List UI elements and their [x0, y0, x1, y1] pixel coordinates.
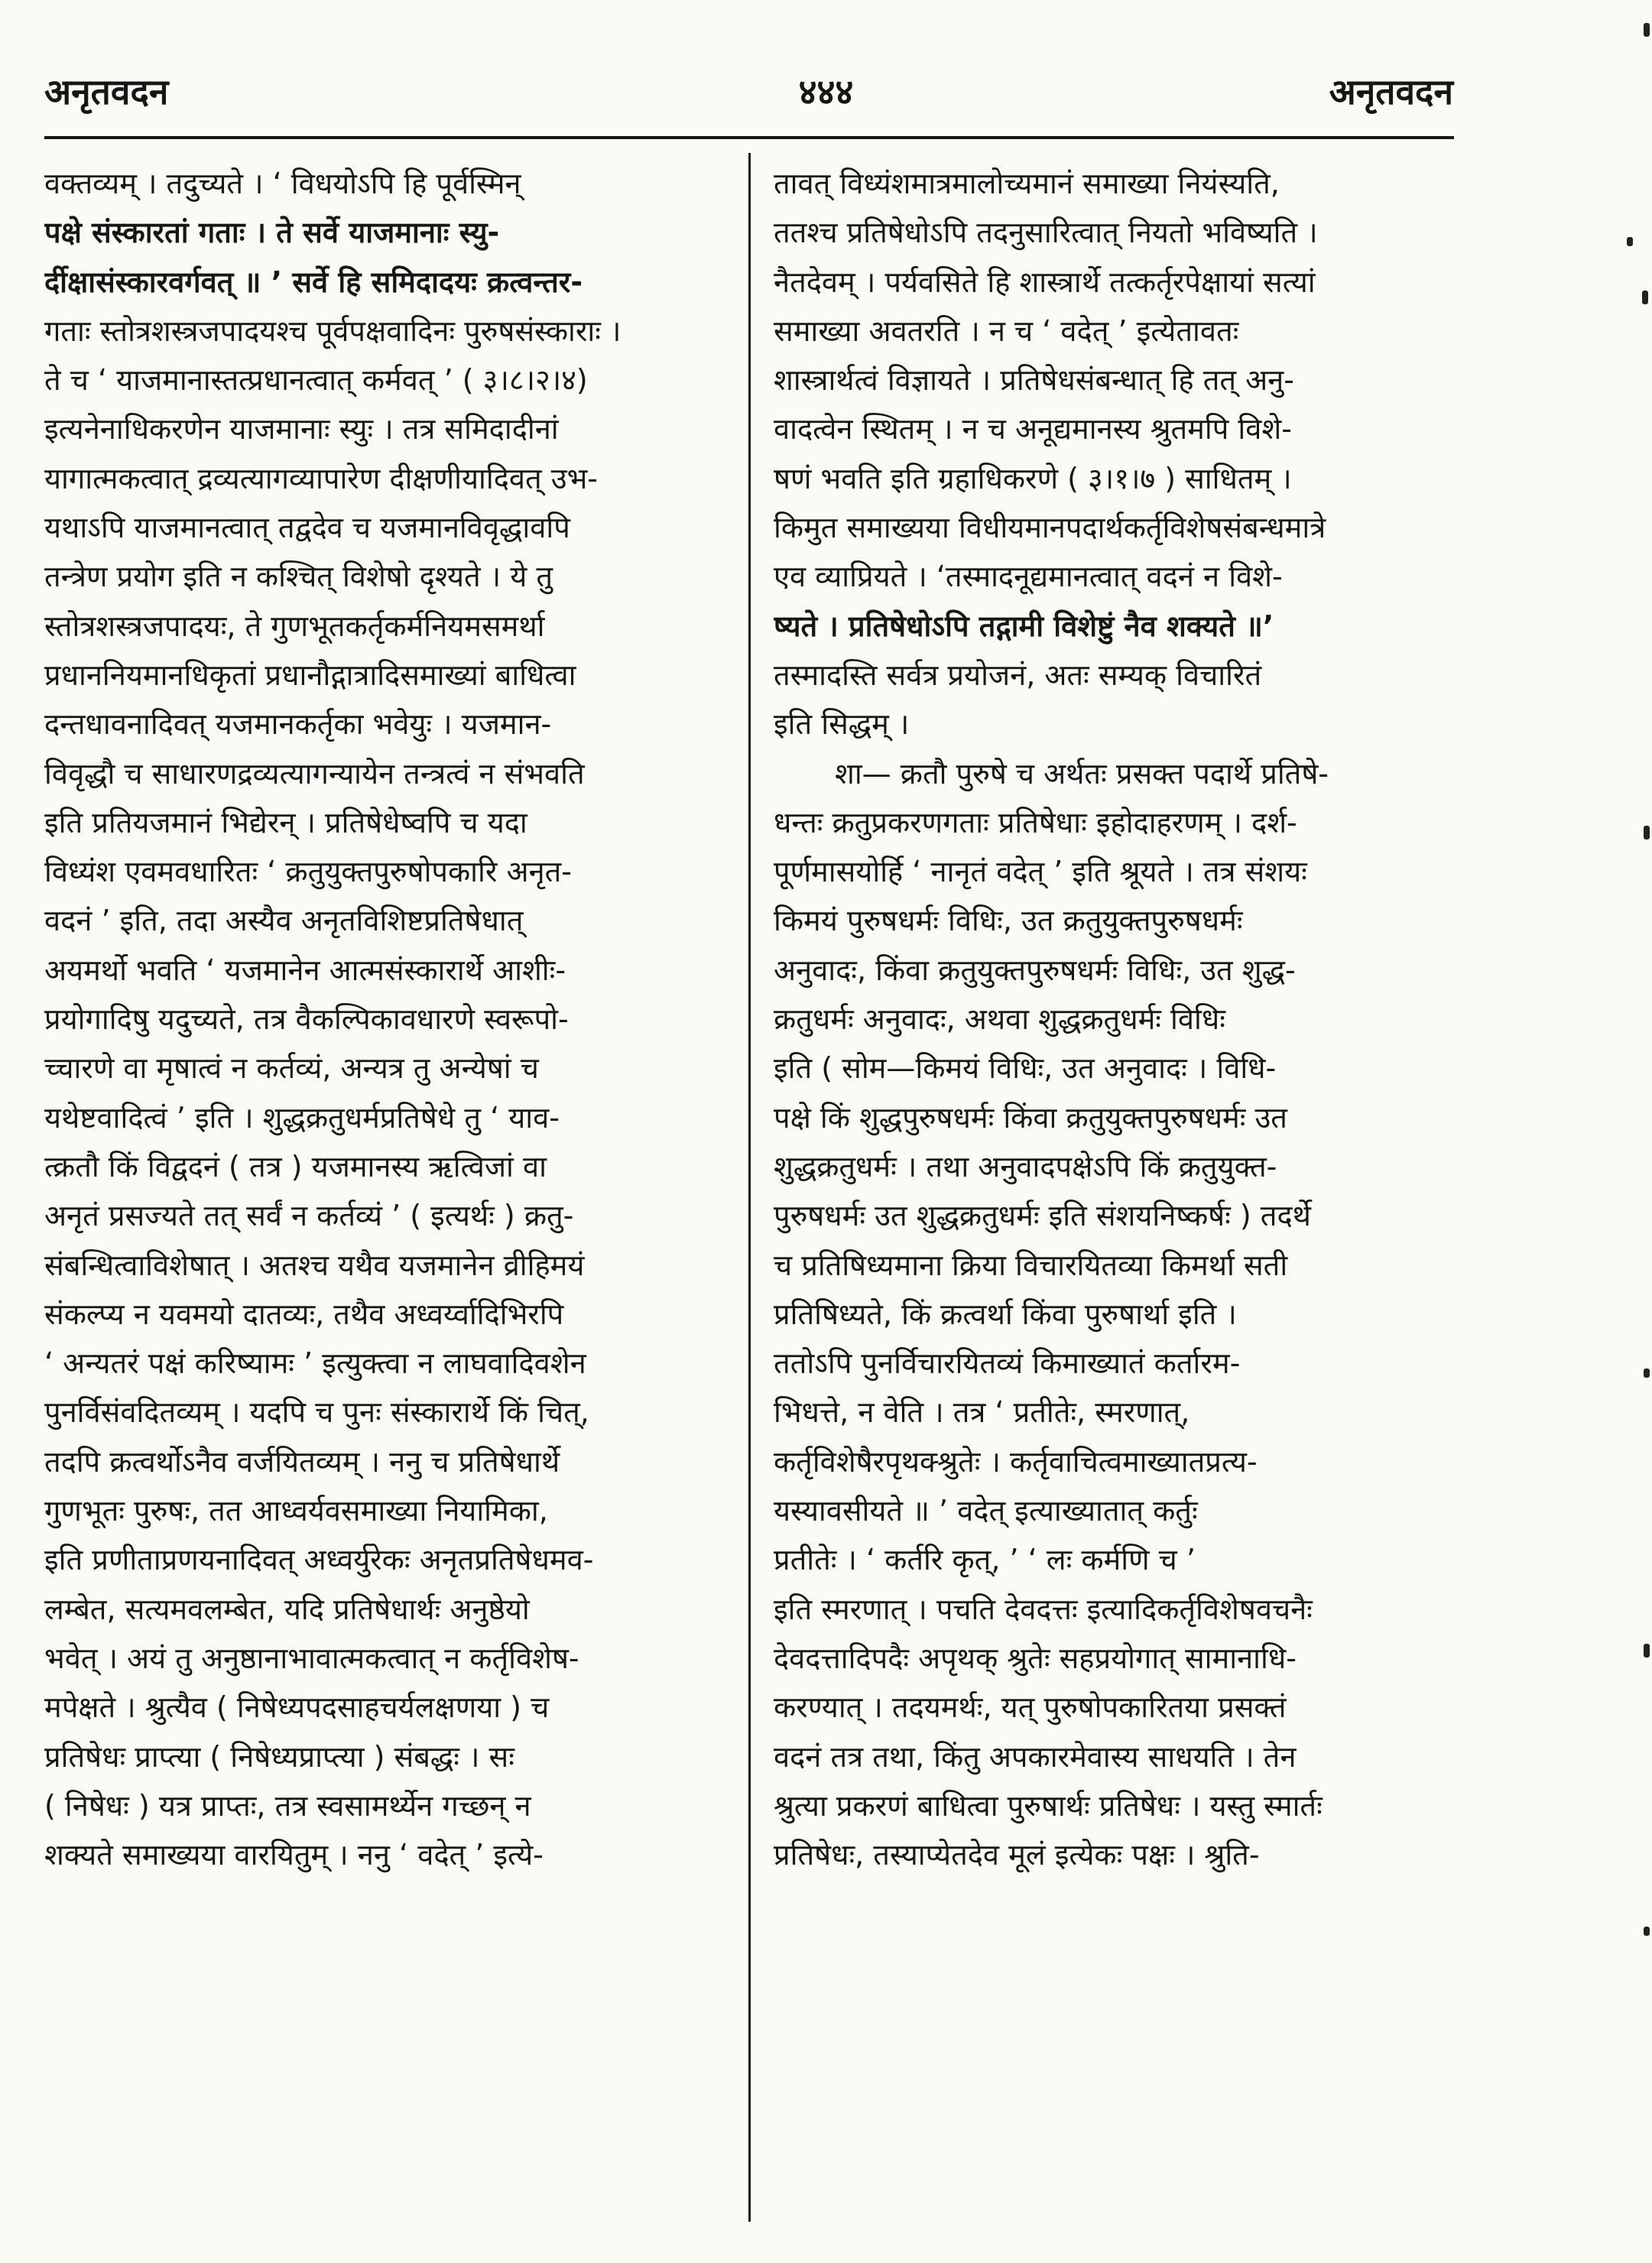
- text-line: पूर्णमासयोर्हि ‘ नानृतं वदेत् ’ इति श्रूयते । तत्र संशयः: [774, 855, 1307, 889]
- text-line: पक्षे संस्कारतां गताः । ते सर्वे याजमानाः स्यु-: [44, 216, 500, 250]
- text-line: गताः स्तोत्रशस्त्रजपादयश्च पूर्वपक्षवादिनः पुरुषसंस्काराः ।: [44, 313, 622, 348]
- scan-mark: [1627, 237, 1633, 246]
- right-column: [774, 159, 1473, 1879]
- text-line: पुरुषधर्मः उत शुद्धक्रतुधर्मः इति संशयनिष्कर्षः ) तदर्थे: [774, 1199, 1311, 1233]
- text-line: त्क्रतौ किं विद्वदनं ( तत्र ) यजमानस्य ऋत्विजां वा: [44, 1149, 547, 1183]
- text-line: वक्तव्यम् । तदुच्यते । ‘ विधयोऽपि हि पूर्वस्मिन्: [44, 167, 521, 200]
- text-line: क्रतुधर्मः अनुवादः, अथवा शुद्धक्रतुधर्मः विधिः: [774, 1002, 1225, 1037]
- text-line: शा— क्रतौ पुरुषे च अर्थतः प्रसक्त पदार्थे प्रतिषे-: [835, 756, 1329, 791]
- text-line: च प्रतिषिध्यमाना क्रिया विचारयितव्या किमर्था सती: [774, 1248, 1288, 1282]
- text-line: तावत् विध्यंशमात्रमालोच्यमानं समाख्या नियंस्यति,: [774, 167, 1280, 200]
- left-column: [44, 159, 744, 1879]
- text-line: प्रतिषिध्यते, किं क्रत्वर्था किंवा पुरुषार्था इति ।: [774, 1297, 1237, 1331]
- text-line: अनुवादः, किंवा क्रतुयुक्तपुरुषधर्मः विधिः, उत शुद्ध-: [774, 953, 1296, 987]
- text-line: यथाऽपि याजमानत्वात् तद्वदेव च यजमानविवृद्धावपि: [44, 511, 570, 545]
- text-line: वादत्वेन स्थितम् । न च अनूद्यमानस्य श्रुतमपि विशे-: [774, 412, 1292, 446]
- text-line: शास्त्रार्थत्वं विज्ञायते । प्रतिषेधसंबन्धात् हि तत् अनु-: [774, 363, 1294, 398]
- text-line: लम्बेत, सत्यमवलम्बेत, यदि प्रतिषेधार्थः अनुष्ठेयो: [44, 1592, 530, 1626]
- scan-mark: [1644, 1927, 1650, 1936]
- scan-mark: [1644, 1644, 1650, 1657]
- text-line: वदनं तत्र तथा, किंतु अपकारमेवास्य साधयति । तेन: [774, 1739, 1297, 1774]
- text-line: इति प्रणीताप्रणयनादिवत् अध्वर्युरेकः अनृतप्रतिषेधमव-: [44, 1543, 594, 1577]
- text-line: प्रतिषेधः, तस्याप्येतदेव मूलं इत्येकः पक्षः । श्रुति-: [774, 1838, 1260, 1872]
- text-line: शक्यते समाख्यया वारयितुम् । ननु ‘ वदेत् ’ इत्ये-: [44, 1838, 544, 1872]
- page-number: ४४४: [798, 71, 854, 112]
- text-line: अयमर्थो भवति ‘ यजमानेन आत्मसंस्कारार्थे आशीः-: [44, 953, 566, 987]
- text-line: र्दीक्षासंस्कारवर्गवत् ॥ ’ सर्वे हि समिदादयः क्रत्वन्तर-: [44, 265, 583, 299]
- text-line: भिधत्ते, न वेति । तत्र ‘ प्रतीतेः, स्मरणात्,: [774, 1395, 1190, 1430]
- text-line: संकल्प्य न यवमयो दातव्यः, तथैव अध्वर्य्वादिभिरपि: [44, 1297, 564, 1331]
- header-rule: [44, 136, 1454, 139]
- text-line: प्रधाननियमानधिकृतां प्रधानौद्गात्रादिसमाख्यां बाधित्वा: [44, 657, 576, 692]
- scan-mark: [1644, 23, 1650, 37]
- running-header-left: अनृतवदन: [44, 71, 169, 112]
- text-line: इति प्रतियजमानं भिद्येरन् । प्रतिषेधेष्वपि च यदा: [44, 805, 527, 839]
- text-line: मपेक्षते । श्रुत्यैव ( निषेध्यपदसाहचर्यलक्षणया ) च: [44, 1690, 550, 1725]
- text-line: धन्तः क्रतुप्रकरणगताः प्रतिषेधाः इहोदाहरणम् । दर्श-: [774, 805, 1297, 839]
- scan-mark: [1644, 1369, 1650, 1378]
- running-header-right: अनृतवदन: [1329, 71, 1453, 112]
- text-line: ष्यते । प्रतिषेधोऽपि तद्गामी विशेष्टुं नैव शक्यते ॥’: [774, 609, 1274, 643]
- text-line: प्रतीतेः । ‘ कर्तरि कृत्, ’ ‘ लः कर्मणि च ’: [774, 1543, 1196, 1577]
- text-line: समाख्या अवतरति । न च ‘ वदेत् ’ इत्येतावतः: [774, 313, 1239, 348]
- text-line: विवृद्धौ च साधारणद्रव्यत्यागन्यायेन तन्त्रत्वं न संभवति: [44, 756, 585, 791]
- text-line: इत्यनेनाधिकरणेन याजमानाः स्युः । तत्र समिदादीनां: [44, 412, 559, 446]
- text-line: ततश्च प्रतिषेधोऽपि तदनुसारित्वात् नियतो भविष्यति ।: [774, 216, 1318, 250]
- column-divider: [748, 153, 751, 2222]
- text-line: श्रुत्या प्रकरणं बाधित्वा पुरुषार्थः प्रतिषेधः । यस्तु स्मार्तः: [774, 1788, 1323, 1823]
- text-line: कर्तृविशेषैरपृथक्श्रुतेः । कर्तृवाचित्वमाख्यातप्रत्य-: [774, 1444, 1258, 1479]
- text-line: यस्यावसीयते ॥ ’ वदेत् इत्याख्यातात् कर्तुः: [774, 1494, 1198, 1528]
- text-line: इति ( सोम—किमयं विधिः, उत अनुवादः । विधि-: [774, 1051, 1277, 1086]
- text-line: यागात्मकत्वात् द्रव्यत्यागव्यापारेण दीक्षणीयादिवत् उभ-: [44, 461, 598, 495]
- text-line: पुनर्विसंवदितव्यम् । यदपि च पुनः संस्कारार्थे किं चित्,: [44, 1395, 589, 1430]
- text-line: शुद्धक्रतुधर्मः । तथा अनुवादपक्षेऽपि किं क्रतुयुक्त-: [774, 1149, 1277, 1183]
- scan-mark: [1644, 826, 1650, 839]
- text-line: ( निषेधः ) यत्र प्राप्तः, तत्र स्वसामर्थ्येन गच्छन् न: [44, 1788, 531, 1823]
- text-line: ते च ‘ याजमानास्तत्प्रधानत्वात् कर्मवत् ’ ( ३।८।२।४): [44, 363, 588, 398]
- text-line: तन्त्रेण प्रयोग इति न कश्चित् विशेषो दृश्यते । ये तु: [44, 560, 553, 594]
- text-line: नैतदेवम् । पर्यवसिते हि शास्त्रार्थे तत्कर्तृरपेक्षायां सत्यां: [774, 265, 1316, 299]
- text-line: करण्यात् । तदयमर्थः, यत् पुरुषोपकारितया प्रसक्तं: [774, 1690, 1287, 1725]
- text-line: प्रयोगादिषु यदुच्यते, तत्र वैकल्पिकावधारणे स्वरूपो-: [44, 1002, 569, 1037]
- text-line: षणं भवति इति ग्रहाधिकरणे ( ३।१।७ ) साधितम् ।: [774, 461, 1292, 495]
- text-line: तदपि क्रत्वर्थोऽनैव वर्जयितव्यम् । ननु च प्रतिषेधार्थे: [44, 1444, 560, 1479]
- text-line: प्रतिषेधः प्राप्त्या ( निषेध्यप्राप्त्या ) संबद्धः । सः: [44, 1739, 514, 1774]
- text-line: किमयं पुरुषधर्मः विधिः, उत क्रतुयुक्तपुरुषधर्मः: [774, 904, 1243, 938]
- text-line: च्चारणे वा मृषात्वं न कर्तव्यं, अन्यत्र तु अन्येषां च: [44, 1051, 539, 1086]
- text-line: दन्तधावनादिवत् यजमानकर्तृका भवेयुः । यजमान-: [44, 707, 552, 742]
- text-line: पक्षे किं शुद्धपुरुषधर्मः किंवा क्रतुयुक्तपुरुषधर्मः उत: [774, 1100, 1287, 1135]
- text-line: इति स्मरणात् । पचति देवदत्तः इत्यादिकर्तृविशेषवचनैः: [774, 1592, 1313, 1626]
- text-line: विध्यंश एवमवधारितः ‘ क्रतुयुक्तपुरुषोपकारि अनृत-: [44, 855, 572, 889]
- text-line: स्तोत्रशस्त्रजपादयः, ते गुणभूतकर्तृकर्मनियमसमर्था: [44, 609, 545, 643]
- scan-mark: [1642, 291, 1648, 304]
- text-line: ततोऽपि पुनर्विचारयितव्यं किमाख्यातं कर्तारम-: [774, 1346, 1241, 1381]
- text-line: अनृतं प्रसज्यते तत् सर्वं न कर्तव्यं ’ ( इत्यर्थः ) क्रतु-: [44, 1199, 574, 1233]
- text-line: देवदत्तादिपदैः अपृथक् श्रुतेः सहप्रयोगात् सामानाधि-: [774, 1641, 1297, 1675]
- text-line: इति सिद्धम् ।: [774, 707, 910, 742]
- text-line: वदनं ’ इति, तदा अस्यैव अनृतविशिष्टप्रतिषेधात्: [44, 904, 524, 938]
- text-line: यथेष्टवादित्वं ’ इति । शुद्धक्रतुधर्मप्रतिषेधे तु ‘ याव-: [44, 1100, 560, 1135]
- text-line: गुणभूतः पुरुषः, तत आध्वर्यवसमाख्या नियामिका,: [44, 1494, 548, 1528]
- text-line: एव व्याप्रियते । ‘तस्मादनूद्यमानत्वात् वदनं न विशे-: [774, 560, 1283, 594]
- text-line: भवेत् । अयं तु अनुष्ठानाभावात्मकत्वात् न कर्तृविशेष-: [44, 1641, 579, 1675]
- text-line: ‘ अन्यतरं पक्षं करिष्यामः ’ इत्युक्त्वा न लाघवादिवशेन: [44, 1346, 586, 1381]
- text-line: किमुत समाख्यया विधीयमानपदार्थकर्तृविशेषसंबन्धमात्रे: [774, 511, 1326, 545]
- text-line: संबन्धित्वाविशेषात् । अतश्च यथैव यजमानेन व्रीहिमयं: [44, 1248, 585, 1282]
- text-line: तस्मादस्ति सर्वत्र प्रयोजनं, अतः सम्यक् विचारितं: [774, 657, 1262, 692]
